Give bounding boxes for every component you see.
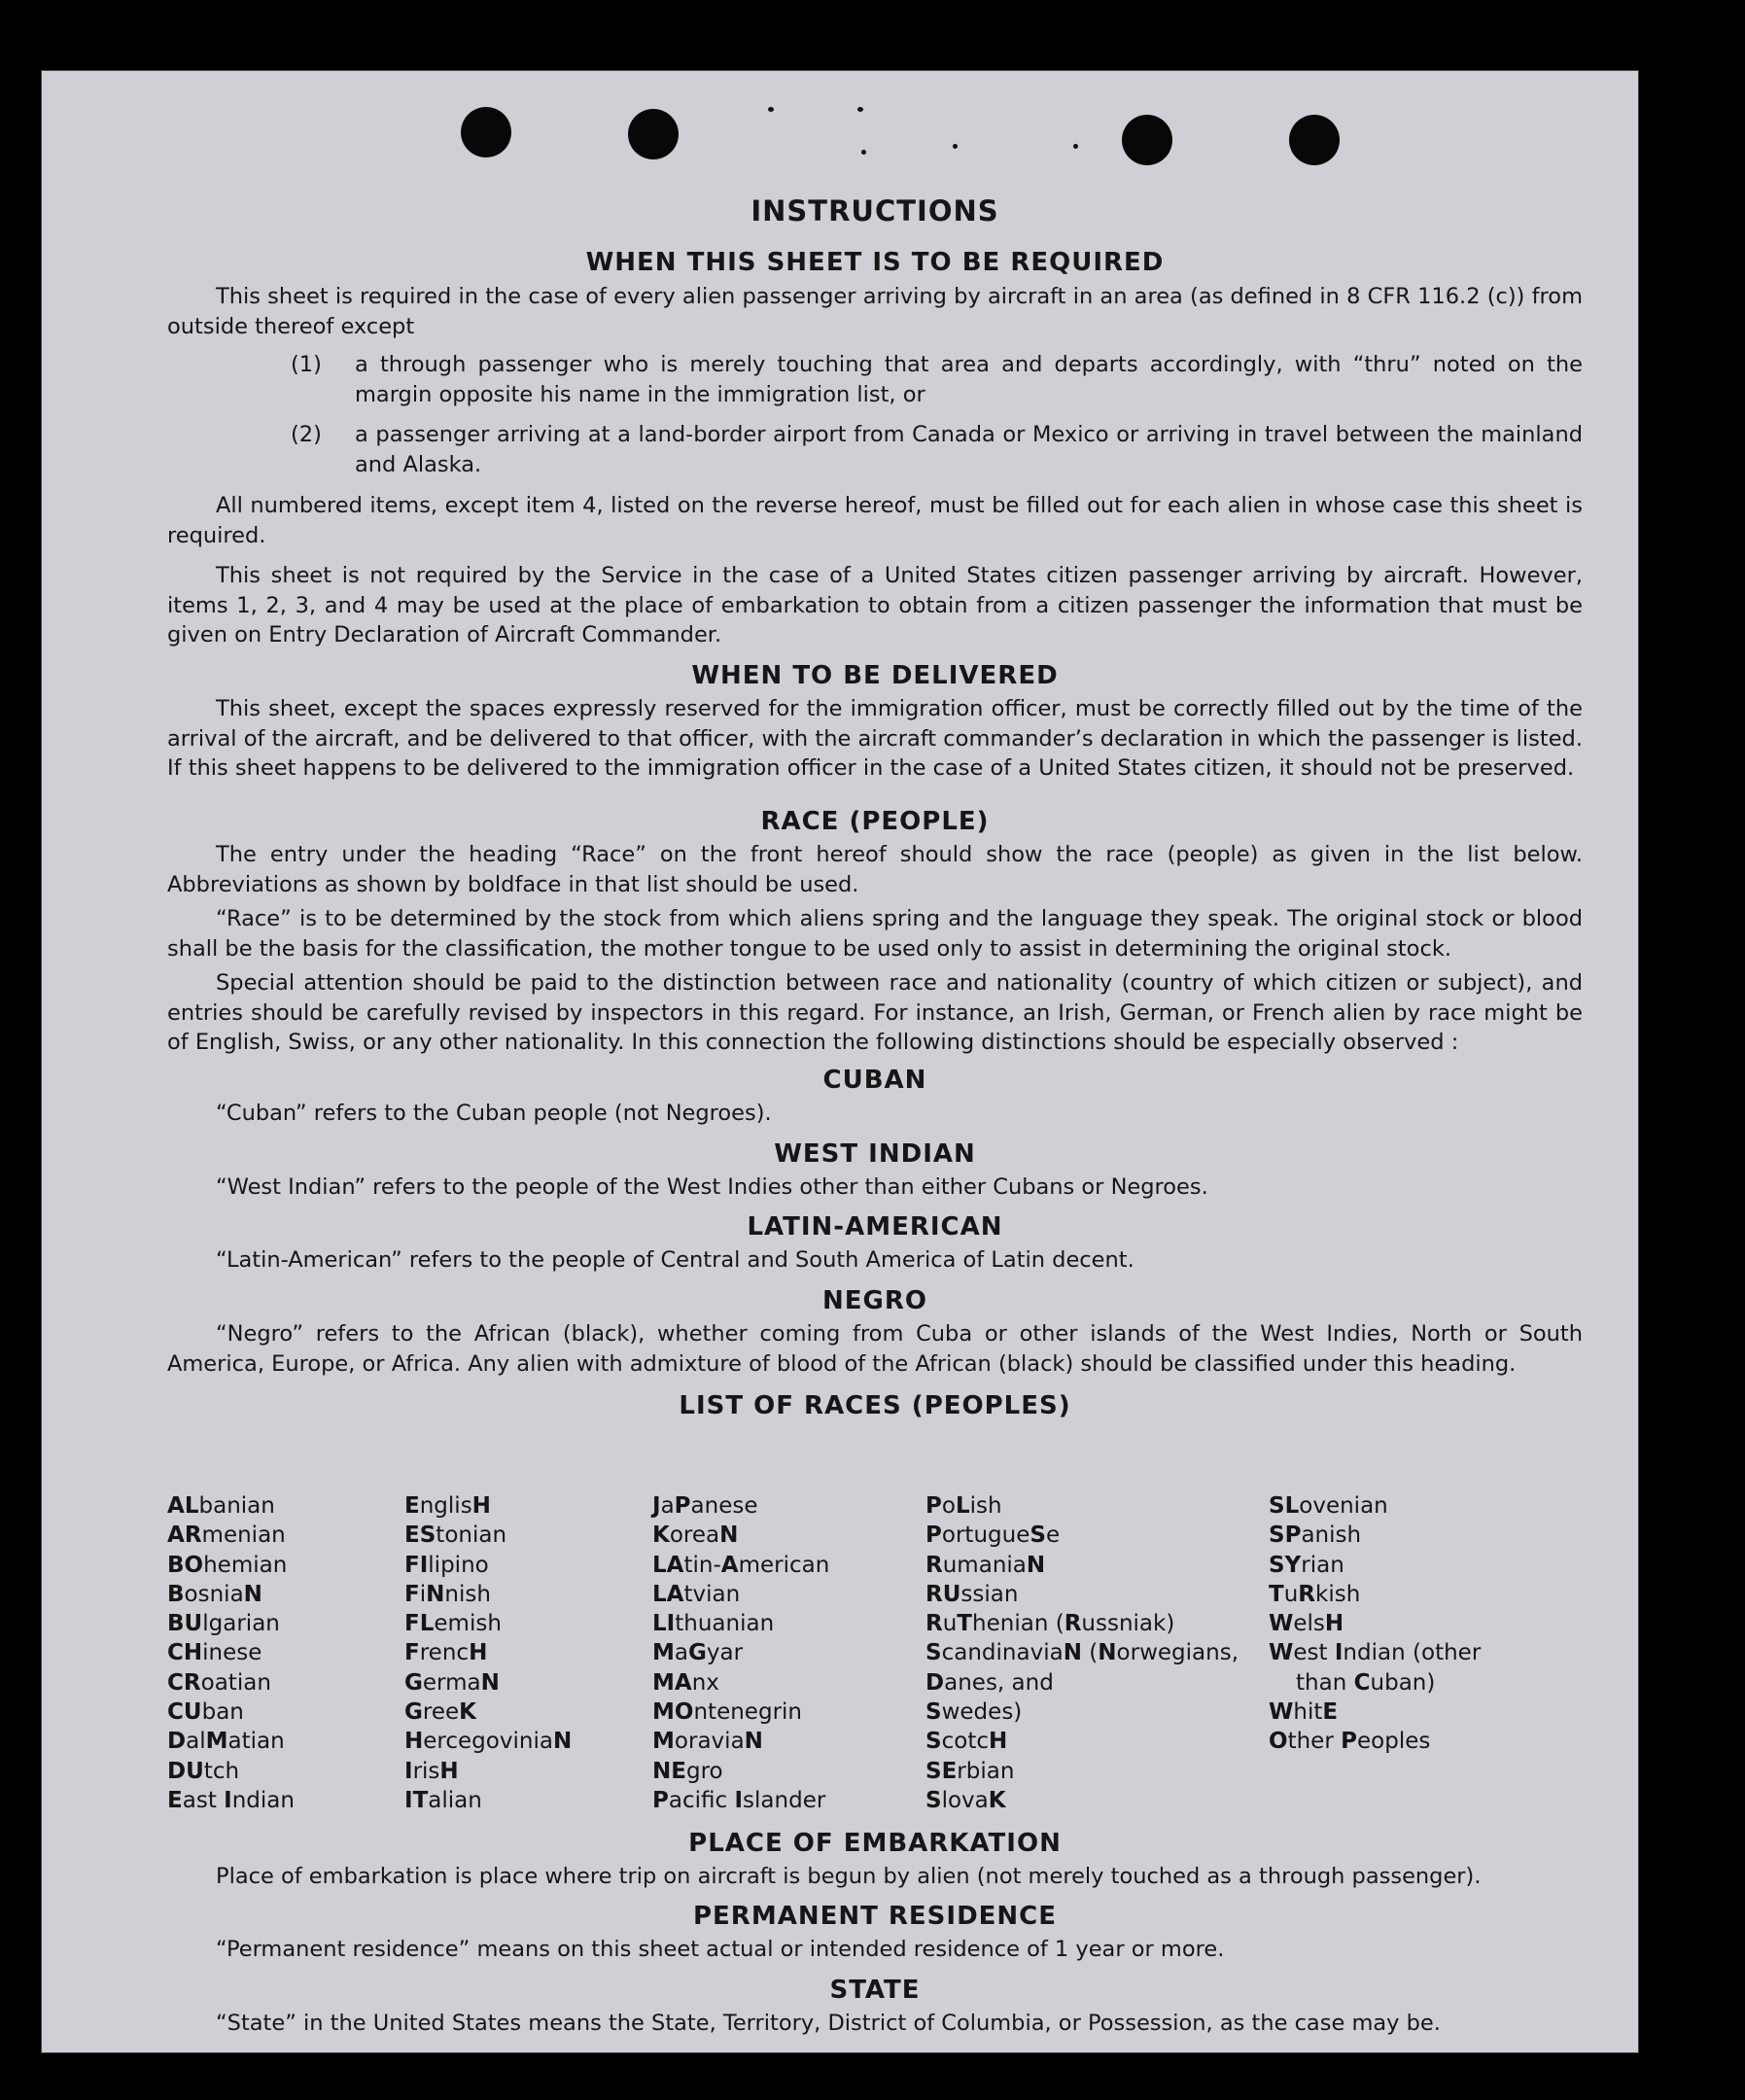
document-sheet (41, 70, 1639, 2053)
race-entry: IrisH (404, 1758, 459, 1784)
race-entry: SErbian (925, 1758, 1015, 1784)
race-entry: PortugueSe (925, 1522, 1061, 1549)
ink-speck (768, 107, 774, 112)
race-entry: EnglisH (404, 1493, 491, 1519)
cuban-text: “Cuban” refers to the Cuban people (not Negroes). (216, 1101, 772, 1126)
race-entry: SlovaK (925, 1787, 1006, 1813)
required-heading: WHEN THIS SHEET IS TO BE REQUIRED (585, 248, 1165, 277)
race-entry: WhitE (1269, 1699, 1339, 1726)
latin-american-heading: LATIN-AMERICAN (747, 1212, 1003, 1242)
item-text: a passenger arriving at a land-border airport from Canada or Mexico or arriving in travel between the mainland and Alaska. (355, 422, 1583, 477)
race-entry: FIlipino (404, 1552, 489, 1578)
item-text: a through passenger who is merely touching that area and departs accordingly, with “thru” noted on the margin opposite his name in the immigration list, or (355, 352, 1583, 407)
race-entry: SYrian (1269, 1552, 1344, 1578)
west-indian-text: “West Indian” refers to the people of the West Indies other than either Cubans or Negroes. (216, 1174, 1208, 1200)
race-entry: LAtin-American (652, 1552, 830, 1578)
race-entry: RuThenian (Russniak) (925, 1611, 1175, 1637)
race-entry: than Cuban) (1296, 1669, 1436, 1696)
punch-hole (1289, 115, 1340, 165)
race-entry: MoraviaN (652, 1729, 763, 1755)
races-column-1 (167, 1491, 295, 1815)
west-indian-heading: WEST INDIAN (774, 1139, 976, 1169)
ink-speck (1073, 144, 1078, 149)
race-entry: SPanish (1269, 1522, 1362, 1549)
cuban-heading: CUBAN (822, 1066, 927, 1095)
race-entry: CRoatian (167, 1669, 271, 1696)
races-column-4 (925, 1491, 1239, 1815)
ink-speck (953, 144, 958, 149)
residence-text: “Permanent residence” means on this sheet actual or intended residence of 1 year or more. (216, 1937, 1225, 1962)
item-number: (2) (291, 422, 322, 447)
race-entry: ScotcH (925, 1729, 1008, 1755)
race-entry: ITalian (404, 1787, 482, 1813)
races-list-heading: LIST OF RACES (PEOPLES) (679, 1391, 1071, 1420)
race-entry: CHinese (167, 1640, 262, 1666)
race-entry: KoreaN (652, 1522, 739, 1549)
race-entry: Swedes) (925, 1699, 1023, 1726)
required-intro: This sheet is required in the case of every alien passenger arriving by aircraft in an area (as defined in 8 CFR 116.2 (c)) from outside thereof except (167, 284, 1583, 339)
race-entry: TuRkish (1269, 1581, 1361, 1607)
race-entry: Other Peoples (1269, 1729, 1431, 1755)
page-title: INSTRUCTIONS (750, 194, 999, 228)
state-text: “State” in the United States means the State, Territory, District of Columbia, or Possession, as the case may be. (216, 2011, 1441, 2036)
race-heading: RACE (PEOPLE) (760, 807, 990, 836)
race-entry: FiNnish (404, 1581, 491, 1607)
race-entry: ARmenian (167, 1522, 286, 1549)
race-entry: SLovenian (1269, 1493, 1388, 1519)
embarkation-text: Place of embarkation is place where trip on aircraft is begun by alien (not merely touched as a through passenger). (216, 1864, 1482, 1889)
race-entry: RUssian (925, 1581, 1019, 1607)
item-number: (1) (291, 352, 322, 377)
race-entry: ALbanian (167, 1493, 275, 1519)
race-entry: BUlgarian (167, 1611, 280, 1637)
latin-american-text: “Latin-American” refers to the people of Central and South America of Latin decent. (216, 1247, 1134, 1273)
races-column-2 (404, 1491, 572, 1815)
race-entry: MaGyar (652, 1640, 744, 1666)
negro-heading: NEGRO (822, 1286, 927, 1315)
races-column-5 (1269, 1491, 1481, 1757)
race-entry: WelsH (1269, 1611, 1344, 1637)
required-paragraph-3: This sheet is not required by the Service in the case of a United States citizen passenger arriving by aircraft. However, items 1, 2, 3, and 4 may be used at the place of embarkation to obtain from a citizen passenger the information that must be given on Entry Declaration of Aircraft Commander. (167, 563, 1583, 648)
race-entry: BosniaN (167, 1581, 262, 1607)
delivered-text: This sheet, except the spaces expressly reserved for the immigration officer, must be correctly filled out by the time of the arrival of the aircraft, and be delivered to that officer, with the aircraft commander’s declaration in which the passenger is listed. If this sheet happens to be delivered to the immigration officer in the case of a United States citizen, it should not be preserved. (167, 696, 1583, 781)
race-entry: GermaN (404, 1669, 500, 1696)
race-entry: ScandinaviaN (Norwegians, (925, 1640, 1239, 1666)
race-entry: DUtch (167, 1758, 240, 1784)
race-paragraph-2: “Race” is to be determined by the stock from which aliens spring and the language they speak. The original stock or blood shall be the basis for the classification, the mother tongue to be used only to assist in determining the original stock. (167, 906, 1583, 962)
race-entry: MOntenegrin (652, 1699, 802, 1726)
race-entry: RumaniaN (925, 1552, 1046, 1578)
state-heading: STATE (829, 1976, 921, 2005)
required-paragraph-2: All numbered items, except item 4, listed on the reverse hereof, must be filled out for each alien in whose case this sheet is required. (167, 493, 1583, 548)
race-paragraph-1: The entry under the heading “Race” on the front hereof should show the race (people) as given in the list below. Abbreviations as shown by boldface in that list should be used. (167, 842, 1583, 897)
punch-hole (628, 109, 679, 159)
ink-speck (861, 150, 866, 155)
race-entry: Pacifc Islander (652, 1787, 826, 1813)
residence-heading: PERMANENT RESIDENCE (692, 1902, 1058, 1931)
race-entry: FrencH (404, 1640, 488, 1666)
race-entry: DalMatian (167, 1729, 285, 1755)
negro-text: “Negro” refers to the African (black), whether coming from Cuba or other islands of the West Indies, North or South America, Europe, or Africa. Any alien with admixture of blood of the African (black) should be classified under this heading. (167, 1321, 1583, 1377)
race-entry: JaPanese (652, 1493, 758, 1519)
race-entry: LIthuanian (652, 1611, 775, 1637)
races-list (167, 1491, 1583, 1822)
race-entry: FLemish (404, 1611, 502, 1637)
race-entry: Danes, and (925, 1669, 1054, 1696)
embarkation-heading: PLACE OF EMBARKATION (688, 1829, 1062, 1858)
race-paragraph-3: Special attention should be paid to the distinction between race and nationality (country of which citizen or subject), and entries should be carefully revised by inspectors in this regard. For instance, an Irish, German, or French alien by race might be of English, Swiss, or any other nationality. In this connection the following distinctions should be especially observed : (167, 970, 1583, 1055)
punch-hole (461, 107, 511, 158)
race-entry: GreeK (404, 1699, 476, 1726)
race-entry: NEgro (652, 1758, 723, 1784)
race-entry: HercegoviniaN (404, 1729, 573, 1755)
race-entry: LAtvian (652, 1581, 741, 1607)
race-entry: West Indian (other (1269, 1640, 1482, 1666)
ink-speck (857, 107, 863, 112)
race-entry: MAnx (652, 1669, 719, 1696)
race-entry: PoLish (925, 1493, 1002, 1519)
races-column-3 (652, 1491, 829, 1815)
race-entry: BOhemian (167, 1552, 288, 1578)
race-entry: East Indian (167, 1787, 295, 1813)
delivered-heading: WHEN TO BE DELIVERED (691, 661, 1059, 690)
punch-hole (1122, 115, 1172, 165)
race-entry: EStonian (404, 1522, 507, 1549)
race-entry: CUban (167, 1699, 244, 1726)
